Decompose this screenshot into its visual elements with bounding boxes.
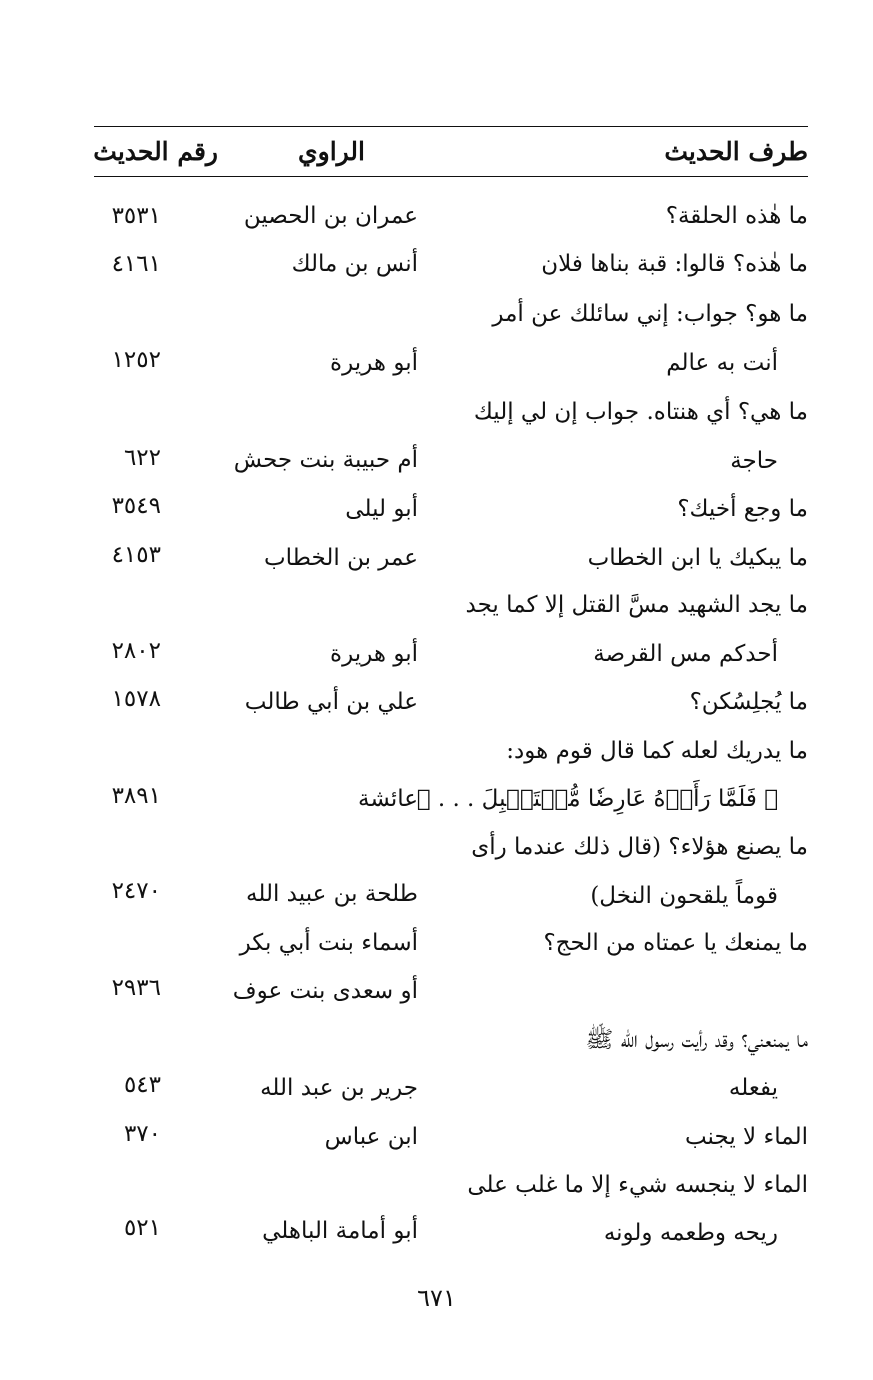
narrator-name: طلحة بن عبيد الله xyxy=(246,881,418,907)
header-number-label: رقم الحديث xyxy=(93,137,218,166)
hadith-text-line: الماء لا ينجسه شيء إلا ما غلب على xyxy=(467,1172,808,1198)
hadith-text-line: ما يُجلِسُكن؟ xyxy=(689,689,808,715)
hadith-text-line: ما يمنعك يا عمتاه من الحج؟ xyxy=(543,930,808,956)
narrator-name: ابن عباس xyxy=(324,1124,418,1150)
hadith-number: ٤١٦١ xyxy=(111,251,161,277)
hadith-text-line: قوماً يلقحون النخل) xyxy=(590,883,778,909)
hadith-text-line: ما يدريك لعله كما قال قوم هود: xyxy=(506,738,808,764)
hadith-number: ٥٢١ xyxy=(123,1215,161,1241)
narrator-name: أسماء بنت أبي بكر xyxy=(239,930,418,956)
hadith-number: ١٢٥٢ xyxy=(111,347,161,373)
hadith-number: ٢٩٣٦ xyxy=(111,975,161,1001)
hadith-text-line: ما هٰذه الحلقة؟ xyxy=(665,203,808,229)
hadith-text-line: ما هو؟ جواب: إني سائلك عن أمر xyxy=(492,301,808,327)
hadith-number: ٣٥٣١ xyxy=(111,203,161,229)
header-bottom-rule xyxy=(94,176,808,177)
hadith-number: ٢٨٠٢ xyxy=(111,638,161,664)
hadith-text-line: ما يمنعني؟ وقد رأيت رسول الله ﷺ xyxy=(585,1027,808,1053)
hadith-text-line: ما هي؟ أي هنتاه. جواب إن لي إليك xyxy=(473,399,808,425)
hadith-number: ٢٤٧٠ xyxy=(111,878,161,904)
hadith-number: ٥٤٣ xyxy=(123,1072,161,1098)
page-number: ٦٧١ xyxy=(417,1284,456,1312)
hadith-text-line: ما يبكيك يا ابن الخطاب xyxy=(587,545,808,571)
narrator-name: علي بن أبي طالب xyxy=(244,689,418,715)
hadith-text-line: ما وجع أخيك؟ xyxy=(677,496,808,522)
hadith-text-line: أنت به عالم xyxy=(666,350,778,376)
hadith-text-line: أحدكم مس القرصة xyxy=(593,641,778,667)
hadith-number: ٤١٥٣ xyxy=(111,542,161,568)
header-narrator-label: الراوي xyxy=(298,137,365,166)
narrator-name: أبو هريرة xyxy=(330,641,418,667)
quran-verse-line: ﴿ فَلَمَّا رَأَوۡهُ عَارِضٗا مُّسۡتَقۡبِلَ . . . ﴾ xyxy=(416,786,778,812)
narrator-name: عائشة xyxy=(358,786,418,812)
header-top-rule xyxy=(94,126,808,127)
hadith-number: ٣٥٤٩ xyxy=(111,493,161,519)
narrator-name: أم حبيبة بنت جحش xyxy=(233,447,418,473)
narrator-name: أبو ليلى xyxy=(345,496,418,522)
narrator-name: عمر بن الخطاب xyxy=(263,545,418,571)
hadith-text-line: يفعله xyxy=(728,1075,778,1101)
header-hadith-label: طرف الحديث xyxy=(664,137,808,166)
hadith-text-line: ريحه وطعمه ولونه xyxy=(603,1220,778,1246)
narrator-name: أنس بن مالك xyxy=(291,251,418,277)
narrator-name: أبو هريرة xyxy=(330,350,418,376)
hadith-number: ٣٧٠ xyxy=(123,1121,161,1147)
narrator-name: أو سعدى بنت عوف xyxy=(232,978,418,1004)
narrator-name: أبو أمامة الباهلي xyxy=(262,1218,418,1244)
narrator-name: جرير بن عبد الله xyxy=(260,1075,418,1101)
hadith-text-line: ما هٰذه؟ قالوا: قبة بناها فلان xyxy=(541,251,808,277)
hadith-number: ٣٨٩١ xyxy=(111,783,161,809)
hadith-text-line: حاجة xyxy=(730,448,778,474)
hadith-text-line: الماء لا يجنب xyxy=(684,1124,808,1150)
hadith-number: ١٥٧٨ xyxy=(111,686,161,712)
hadith-number: ٦٢٢ xyxy=(123,445,161,471)
hadith-text-line: ما يصنع هؤلاء؟ (قال ذلك عندما رأى xyxy=(471,834,808,860)
hadith-text-line: ما يجد الشهيد مسَّ القتل إلا كما يجد xyxy=(465,592,808,618)
narrator-name: عمران بن الحصين xyxy=(243,203,418,229)
